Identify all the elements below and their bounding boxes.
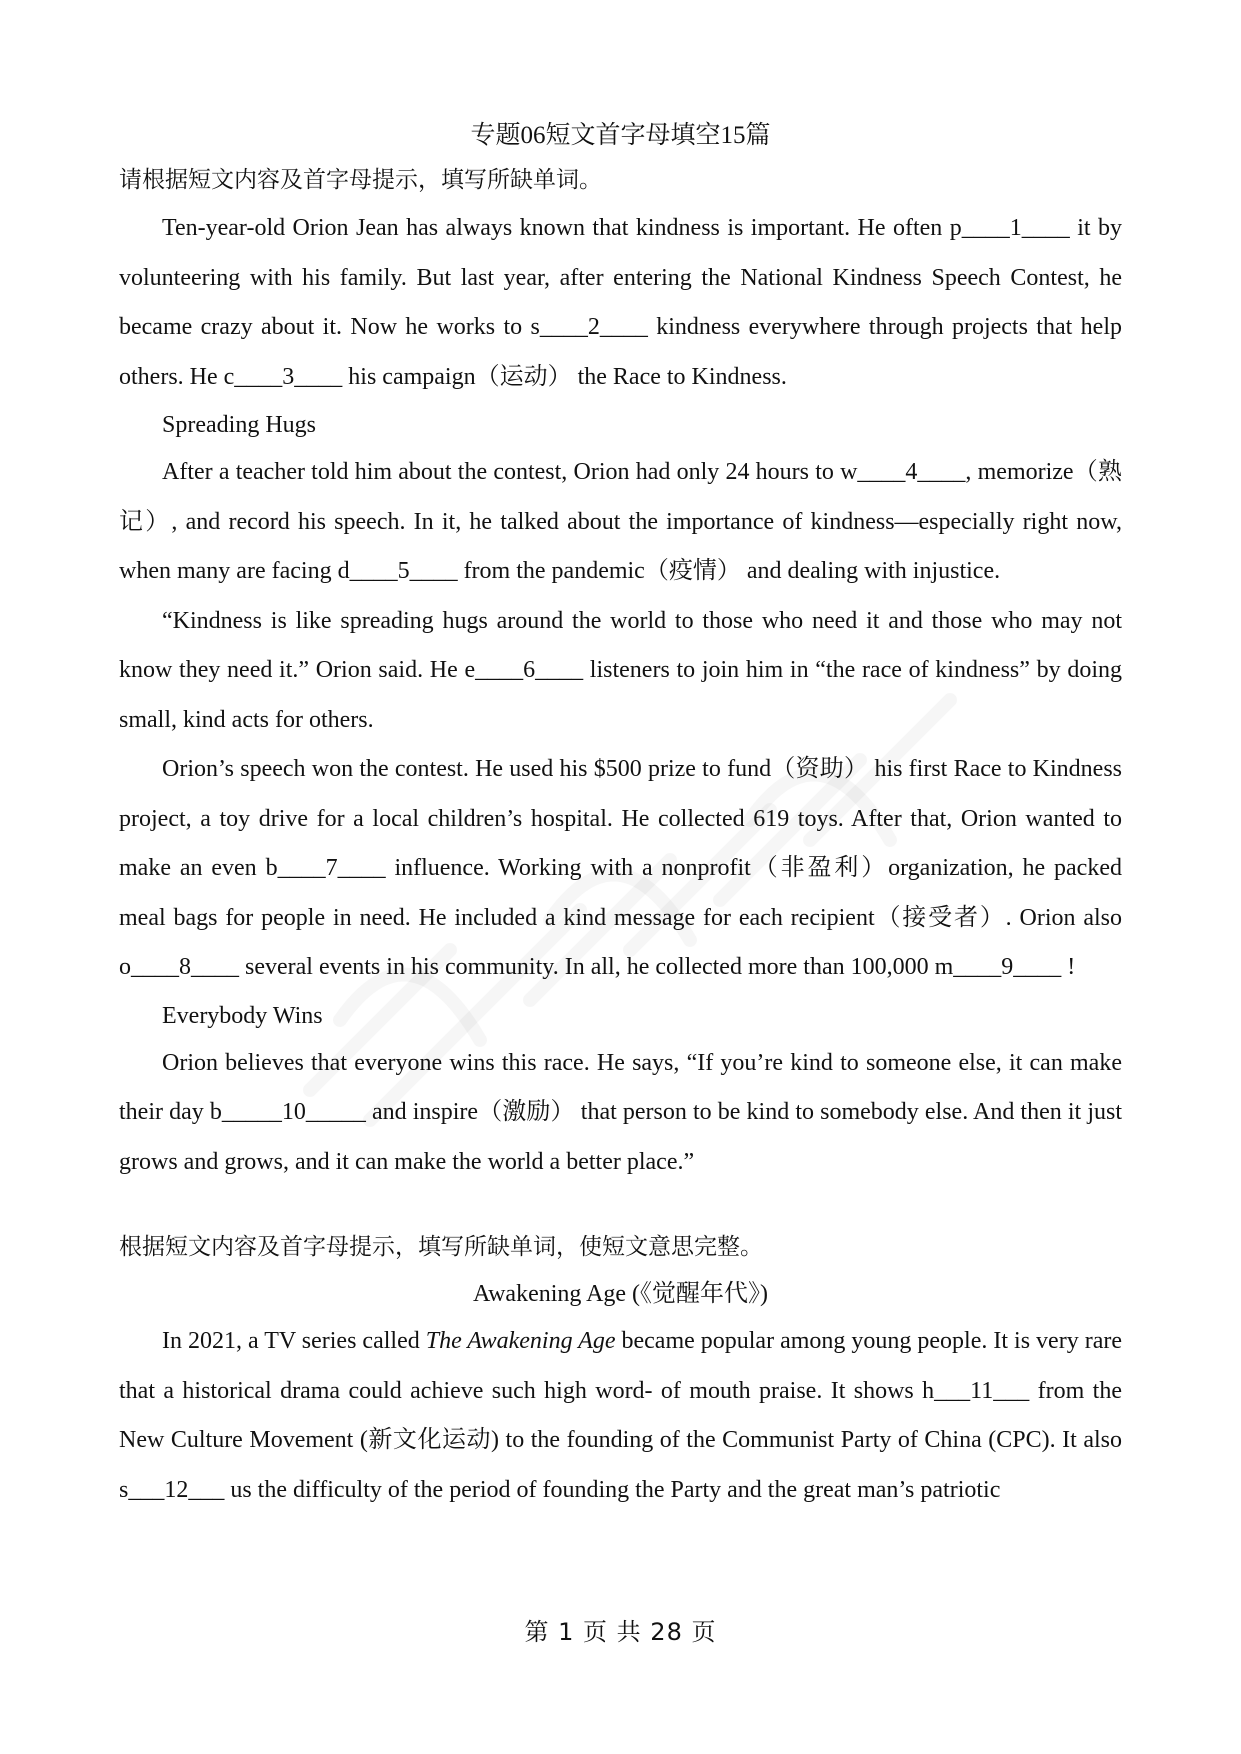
section-spacer [119, 1187, 1122, 1227]
passage2-text-after-title: became popular among young people. It is very rare that a historical drama could achieve such high word- of mouth praise. It shows h___11___ from the New Culture Movement (新文化运动) to the founding of the Communist Party of China (CPC). It also s___12___ us the difficulty of the period of founding the Party and the great man’s patriotic [119, 1328, 1122, 1503]
passage1-subheading-everybody-wins: Everybody Wins [162, 1002, 323, 1029]
document-title: 专题06短文首字母填空15篇 [470, 122, 771, 149]
passage2-text-before-title: In 2021, a TV series called [162, 1328, 426, 1354]
passage1-paragraph-5: Orion believes that everyone wins this race. He says, “If you’re kind to someone else, it can make their day b_____10_____ and inspire（激励） that person to be kind to somebody else. And then it just grows and grows, and it can make the world a better place.” [119, 1049, 1122, 1175]
section2-instruction: 根据短文内容及首字母提示，填写所缺单词，使短文意思完整。 [119, 1234, 763, 1260]
passage1-subheading-spreading-hugs: Spreading Hugs [162, 412, 316, 438]
passage1-paragraph-4: Orion’s speech won the contest. He used his $500 prize to fund（资助） his first Race to Kindness project, a toy drive for a local children’s hospital. He collected 619 toys. After that, Orion wanted to make an even b____7____ influence. Working with a nonprofit（非盈利）organization, he packed meal bags for people in need. He included a kind message for each recipient（接受者）. Orion also o____8____ several events in his community. In all, he collected more than 100,000 m____9____ ! [119, 756, 1122, 980]
passage1-paragraph-2: After a teacher told him about the contest, Orion had only 24 hours to w____4____, memorize（熟记）, and record his speech. In it, he talked about the importance of kindness—especially right now, when many are facing d____5____ from the pandemic（疫情） and dealing with injustice. [119, 459, 1122, 584]
series-title: The Awakening Age [425, 1328, 616, 1354]
page-number-footer: 第 1 页 共 28 页 [524, 1618, 717, 1646]
passage1-paragraph-3: “Kindness is like spreading hugs around the world to those who need it and those who may not know they need it.” Orion said. He e____6____ listeners to join him in “the race of kindness” by doing small, kind acts for others. [119, 607, 1122, 733]
passage1-paragraph-1: Ten-year-old Orion Jean has always known that kindness is important. He often p____1____ it by volunteering with his family. But last year, after entering the National Kindness Speech Contest, he became crazy about it. Now he works to s____2____ kindness everywhere through projects that help others. He c____3____ his campaign（运动） the Race to Kindness. [119, 215, 1122, 390]
section1-instruction: 请根据短文内容及首字母提示，填写所缺单词。 [119, 167, 602, 193]
passage2-paragraph-1 [119, 1317, 1122, 1515]
document-content [119, 116, 1122, 1515]
passage2-heading: Awakening Age (《觉醒年代》) [472, 1281, 769, 1307]
